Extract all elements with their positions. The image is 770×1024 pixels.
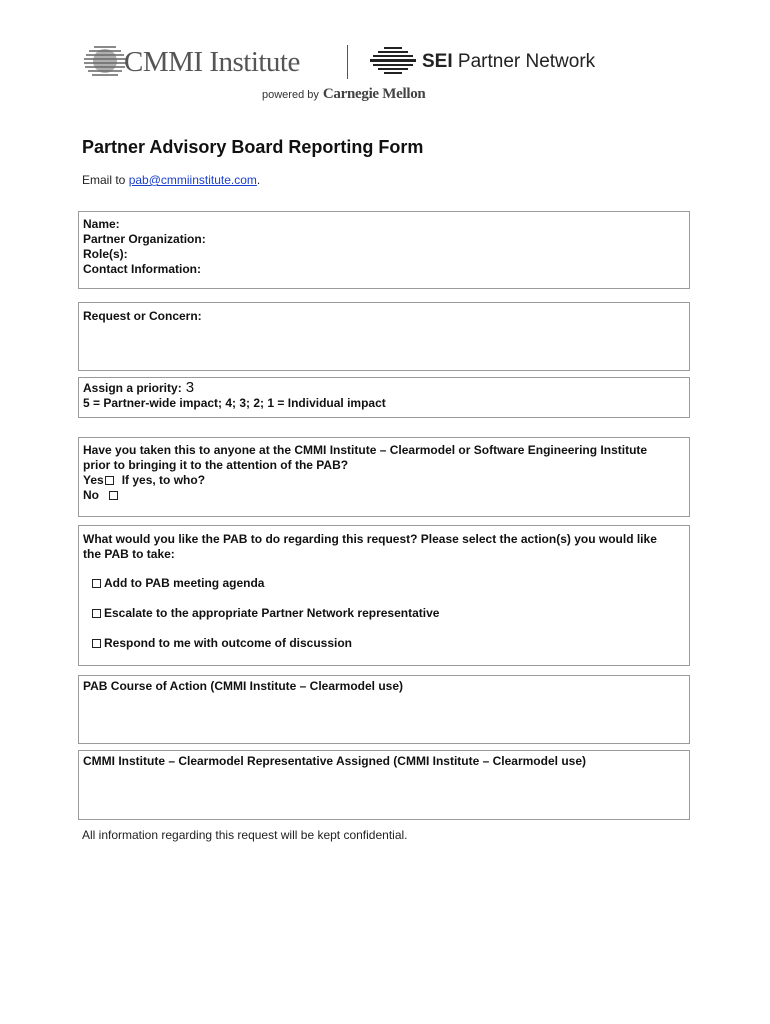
action-option[interactable] <box>90 636 685 651</box>
prior-contact-question-1: Have you taken this to anyone at the CMMI Institute – Clearmodel or Software Engineering Institute <box>83 443 648 457</box>
powered-by-text: powered by <box>262 89 319 101</box>
priority-box[interactable] <box>78 377 690 418</box>
action-option-label: Escalate to the appropriate Partner Network representative <box>104 606 440 620</box>
email-link[interactable]: pab@cmmiinstitute.com <box>128 173 257 187</box>
roles-label: Role(s): <box>83 247 128 261</box>
prior-contact-box <box>78 437 690 517</box>
no-row <box>83 488 685 503</box>
actions-question-2: the PAB to take: <box>83 547 175 561</box>
prior-contact-question-2: prior to bringing it to the attention of the PAB? <box>83 458 349 472</box>
contact-info-label: Contact Information: <box>83 262 201 276</box>
pab-course-box[interactable] <box>78 675 690 744</box>
sei-logo-text: SEI Partner Network <box>422 51 596 72</box>
action-checkbox[interactable] <box>92 639 101 648</box>
sei-globe-icon <box>370 45 416 79</box>
carnegie-mellon-wordmark: Carnegie Mellon <box>322 86 426 102</box>
representative-label: CMMI Institute – Clearmodel Representative Assigned (CMMI Institute – Clearmodel use) <box>83 754 586 768</box>
if-yes-label: If yes, to who? <box>121 473 206 487</box>
representative-box[interactable] <box>78 750 690 820</box>
priority-line <box>83 380 685 396</box>
partner-org-label: Partner Organization: <box>83 232 206 246</box>
pab-actions-box <box>78 525 690 666</box>
action-option[interactable] <box>90 606 685 621</box>
priority-scale: 5 = Partner-wide impact; 4; 3; 2; 1 = Individual impact <box>83 396 386 410</box>
confidentiality-note: All information regarding this request will be kept confidential. <box>82 828 408 842</box>
action-checkbox[interactable] <box>92 609 101 618</box>
name-label: Name: <box>83 217 120 231</box>
form-title: Partner Advisory Board Reporting Form <box>82 137 424 157</box>
no-checkbox[interactable] <box>109 491 118 500</box>
no-label: No <box>83 488 99 502</box>
priority-value[interactable]: 3 <box>185 379 195 396</box>
email-instruction: Email to pab@cmmiinstitute.com. <box>82 173 261 187</box>
pab-course-label: PAB Course of Action (CMMI Institute – Clearmodel use) <box>83 679 404 693</box>
sei-partner-network-logo <box>370 40 595 84</box>
request-concern-box[interactable] <box>78 302 690 371</box>
yes-checkbox[interactable] <box>105 476 114 485</box>
cmmi-institute-logo <box>80 40 300 84</box>
action-option-label: Respond to me with outcome of discussion <box>104 636 353 650</box>
cmmi-globe-icon <box>80 42 130 82</box>
logo-divider <box>347 45 348 79</box>
action-option[interactable] <box>90 576 685 591</box>
action-checkbox[interactable] <box>92 579 101 588</box>
powered-by-line <box>262 86 425 103</box>
yes-row <box>83 473 685 488</box>
priority-label: Assign a priority: <box>83 381 182 395</box>
action-option-label: Add to PAB meeting agenda <box>104 576 265 590</box>
request-concern-label: Request or Concern: <box>83 309 202 323</box>
yes-label: Yes <box>83 473 104 487</box>
actions-question-1: What would you like the PAB to do regarding this request? Please select the action(s) you would like <box>83 532 657 546</box>
cmmi-logo-text: CMMI Institute <box>124 45 300 78</box>
contact-info-box[interactable] <box>78 211 690 289</box>
